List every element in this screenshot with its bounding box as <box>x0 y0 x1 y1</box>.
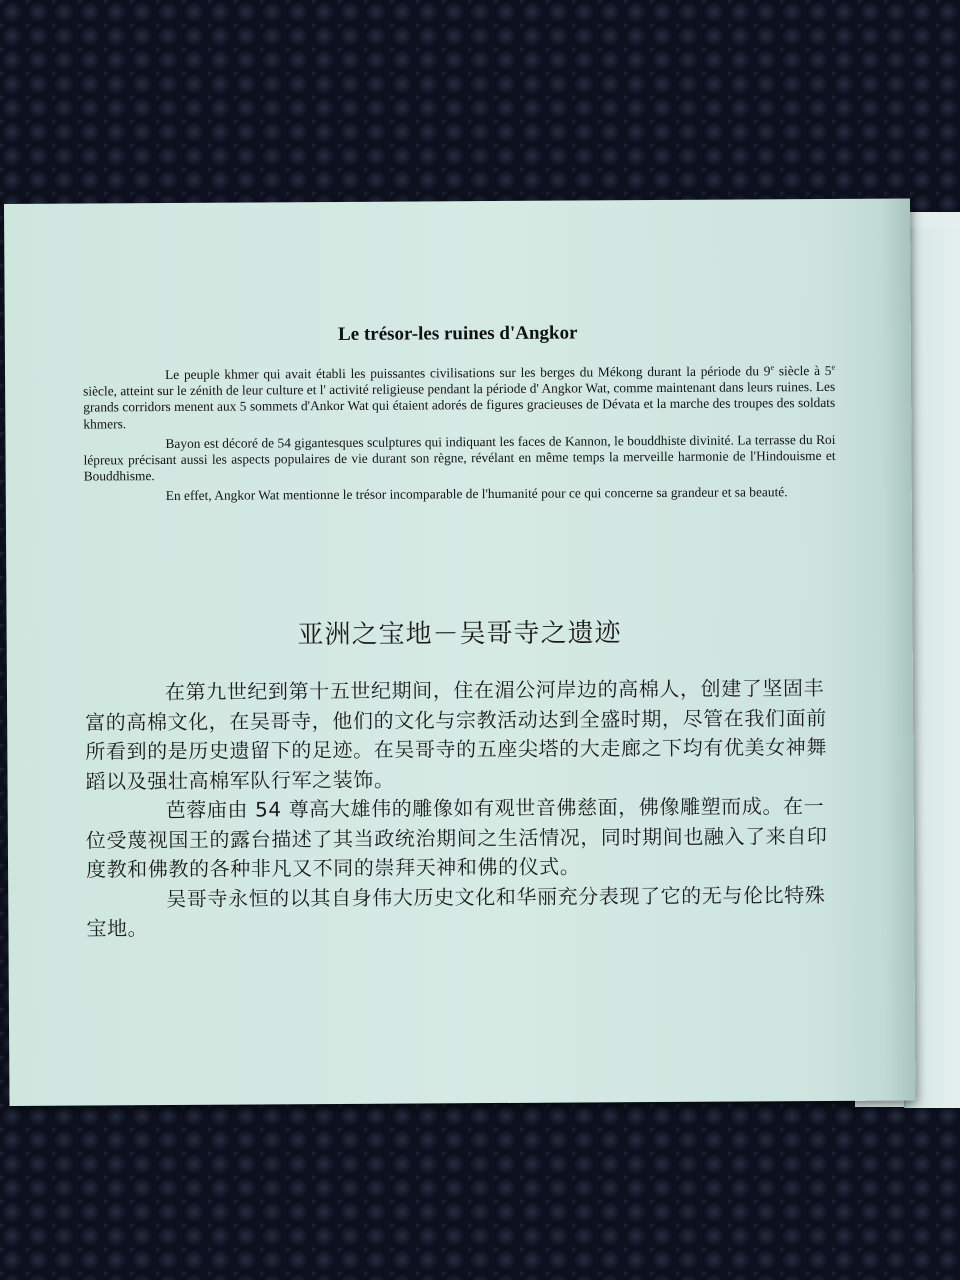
chinese-paragraph-1: 在第九世纪到第十五世纪期间，住在湄公河岸边的高棉人，创建了坚固丰富的高棉文化，在吴哥寺，他们的文化与宗教活动达到全盛时期，尽管在我们面前所看到的是历史遗留下的足迹。在吴哥寺的五座尖塔的大走廊之下均有优美女神舞蹈以及强壮高棉军队行军之装饰。 <box>85 675 828 794</box>
chinese-body <box>85 674 839 944</box>
french-paragraph-3: En effet, Angkor Wat mentionne le trésor incomparable de l'humanité pour ce qui concerne sa grandeur et sa beauté. <box>165 484 788 504</box>
french-body <box>83 363 836 509</box>
chinese-paragraph-3: 吴哥寺永恒的以其自身伟大历史文化和华丽充分表现了它的无与伦比特殊宝地。 <box>86 882 826 941</box>
french-title: Le trésor-les ruines d'Angkor <box>338 322 578 345</box>
chinese-paragraph-2: 芭蓉庙由 54 尊高大雄伟的雕像如有观世音佛慈面，佛像雕塑而成。在一位受蔑视国王的露台描述了其当政统治期间之生活情况，同时期间也融入了来自印度教和佛教的各种非凡又不同的崇拜天神和佛的仪式。 <box>85 794 828 882</box>
french-paragraph-2: Bayon est décoré de 54 gigantesques sculptures qui indiquant les faces de Kannon, le bouddhiste divinité. La terrasse du Roi lépreux précisant aussi les aspects populaires de vie durant son règne, révélant en même temps la merveille harmonie de l'Hindouisme et Bouddhisme. <box>83 431 836 484</box>
french-paragraph-1: Le peuple khmer qui avait établi les puissantes civilisations sur les berges du Mékong durant la période du 9e siècle à 5e siècle, atteint sur le zénith de leur culture et l' activité religieuse pendant la période d' Angkor Wat, comme maintenant dans leurs ruines. Les grands corridors menent aux 5 sommets d'Ankor Wat qui étaient adorés de figures gracieuses de Dévata et la marche des troupes des soldats khmers. <box>83 362 836 432</box>
chinese-title: 亚洲之宝地－吴哥寺之遗迹 <box>297 618 622 651</box>
leaflet-page <box>4 198 915 1106</box>
